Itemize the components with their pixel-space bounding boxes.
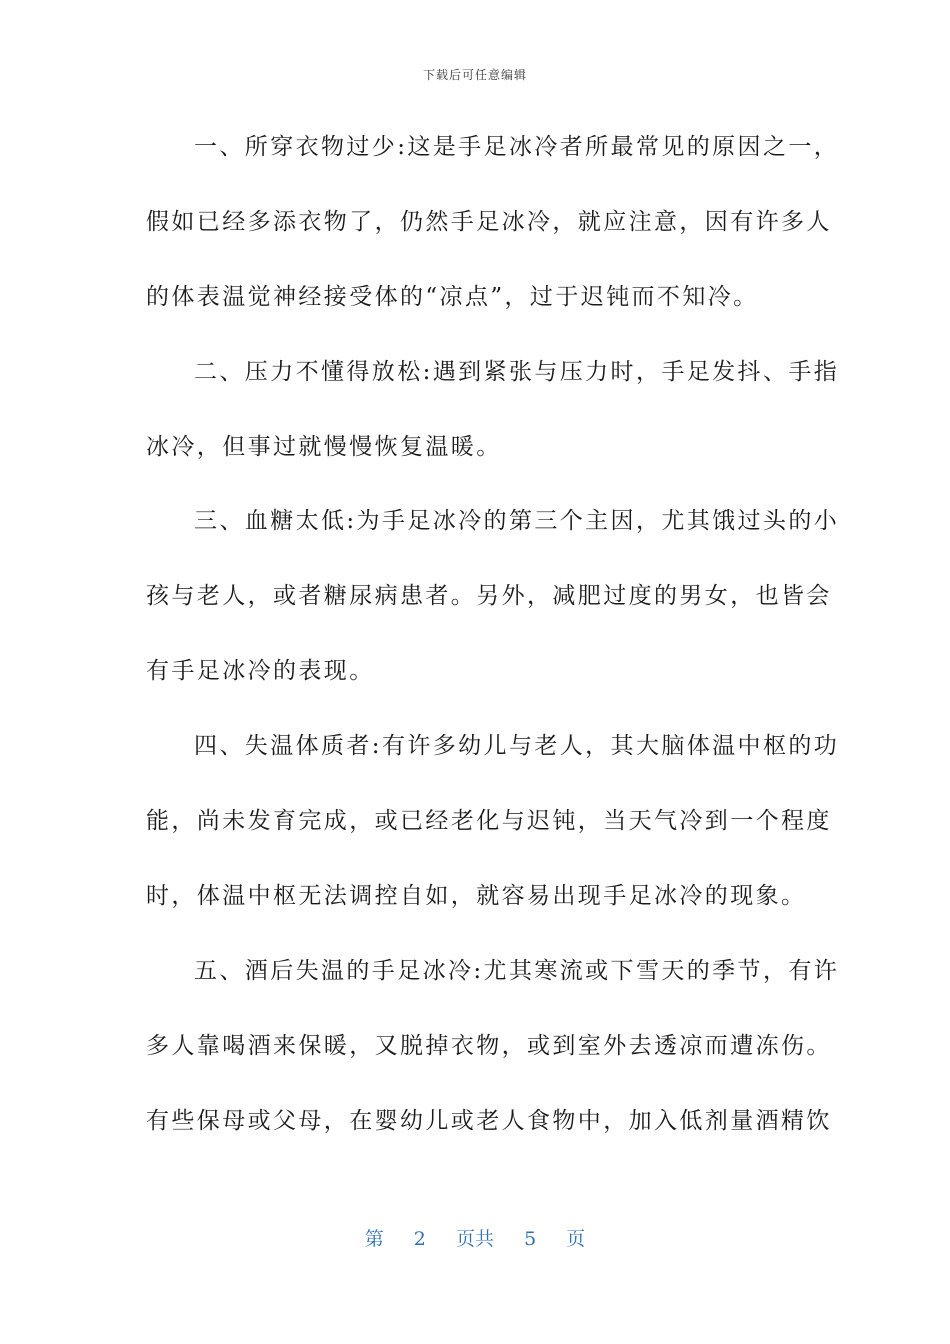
paragraph-1-line-3: 的体表温觉神经接受体的“凉点”，过于迟钝而不知冷。 — [146, 283, 759, 310]
paragraph-1-line-1: 一、所穿衣物过少:这是手足冰冷者所最常见的原因之一， — [194, 134, 840, 160]
current-page-number: 2 — [413, 1228, 426, 1250]
page-footer-suffix: 页 — [566, 1228, 586, 1250]
paragraph-3-line-3: 有手足冰冷的表现。 — [146, 658, 375, 685]
page-header: 下载后可任意编辑 — [422, 68, 527, 82]
paragraph-4-line-1: 四、失温体质者:有许多幼儿与老人，其大脑体温中枢的功 — [194, 733, 840, 760]
paragraph-2-line-1: 二、压力不懂得放松:遇到紧张与压力时，手足发抖、手指 — [194, 358, 840, 385]
paragraph-4-line-3: 时，体温中枢无法调控自如，就容易出现手足冰冷的现象。 — [146, 882, 807, 909]
paragraph-1-line-2: 假如已经多添衣物了，仍然手足冰冷，就应注意，因有许多人 — [146, 208, 832, 235]
paragraph-4-line-2: 能，尚未发育完成，或已经老化与迟钝，当天气冷到一个程度 — [146, 808, 832, 835]
total-pages-number: 5 — [524, 1228, 537, 1250]
page-footer — [0, 1224, 950, 1251]
page-footer-middle: 页共 — [455, 1228, 494, 1250]
paragraph-5-line-1: 五、酒后失温的手足冰冷:尤其寒流或下雪天的季节，有许 — [194, 957, 840, 984]
paragraph-3-line-2: 孩与老人，或者糖尿病患者。另外，减肥过度的男女，也皆会 — [146, 583, 832, 610]
page-footer-prefix: 第 — [364, 1228, 384, 1250]
paragraph-5-line-2: 多人靠喝酒来保暖，又脱掉衣物，或到室外去透凉而遭冻伤。 — [146, 1032, 832, 1059]
paragraph-3-line-1: 三、血糖太低:为手足冰冷的第三个主因，尤其饿过头的小 — [194, 508, 840, 535]
document-body — [146, 120, 840, 1168]
paragraph-2-line-2: 冰冷，但事过就慢慢恢复温暖。 — [146, 433, 502, 460]
paragraph-5-line-3: 有些保母或父母，在婴幼儿或老人食物中，加入低剂量酒精饮 — [146, 1107, 832, 1134]
